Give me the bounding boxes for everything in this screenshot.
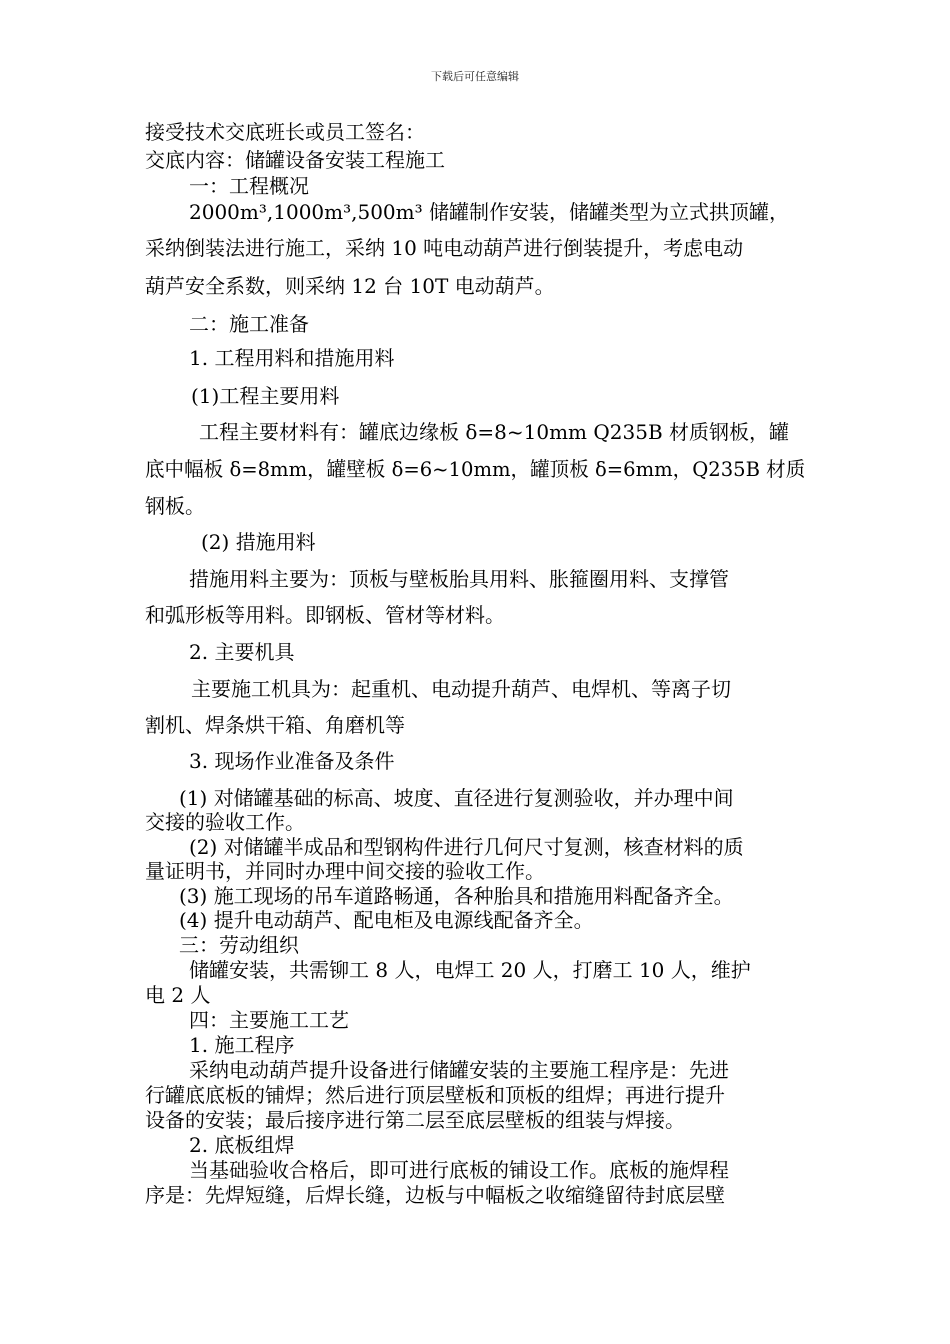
section-heading: 二：施工准备 (189, 312, 309, 336)
text-line: 接受技术交底班长或员工签名： (145, 120, 425, 144)
section-heading: 四：主要施工工艺 (189, 1008, 349, 1032)
text-line: (1) 对储罐基础的标高、坡度、直径进行复测验收，并办理中间 (179, 786, 734, 810)
text-line: 割机、焊条烘干箱、角磨机等 (145, 713, 405, 737)
section-heading: 三：劳动组织 (179, 933, 299, 957)
text-line: 2000m³,1000m³,500m³ 储罐制作安装，储罐类型为立式拱顶罐， (189, 200, 789, 224)
text-line: 采纳电动葫芦提升设备进行储罐安装的主要施工程序是：先进 (189, 1058, 729, 1082)
section-heading: 一：工程概况 (189, 174, 309, 198)
subsection-heading: 2. 底板组焊 (189, 1133, 295, 1157)
text-line: 和弧形板等用料。即钢板、管材等材料。 (145, 603, 505, 627)
text-line: 主要施工机具为：起重机、电动提升葫芦、电焊机、等离子切 (191, 677, 731, 701)
text-line: 设备的安装；最后接序进行第二层至底层壁板的组装与焊接。 (145, 1108, 685, 1132)
text-line: 葫芦安全系数，则采纳 12 台 10T 电动葫芦。 (145, 274, 555, 298)
text-line: 储罐安装，共需铆工 8 人，电焊工 20 人，打磨工 10 人，维护 (189, 958, 751, 982)
text-line: 序是：先焊短缝，后焊长缝，边板与中幅板之收缩缝留待封底层壁 (145, 1183, 725, 1207)
text-line: 钢板。 (145, 494, 205, 518)
subsection-heading: (1)工程主要用料 (191, 384, 340, 408)
text-line: 电 2 人 (145, 983, 211, 1007)
page-header: 下载后可任意编辑 (431, 70, 519, 83)
text-line: 量证明书，并同时办理中间交接的验收工作。 (145, 859, 545, 883)
text-line: 行罐底底板的铺焊；然后进行顶层壁板和顶板的组焊；再进行提升 (145, 1083, 725, 1107)
text-line: 底中幅板 δ=8mm，罐壁板 δ=6~10mm，罐顶板 δ=6mm，Q235B 材质 (145, 457, 806, 481)
text-line: 措施用料主要为：顶板与壁板胎具用料、胀箍圈用料、支撑管 (189, 567, 729, 591)
text-line: 采纳倒装法进行施工，采纳 10 吨电动葫芦进行倒装提升，考虑电动 (145, 236, 744, 260)
subsection-heading: 2. 主要机具 (189, 640, 295, 664)
text-line: 交底内容：储罐设备安装工程施工 (145, 148, 445, 172)
text-line: (4) 提升电动葫芦、配电柜及电源线配备齐全。 (179, 908, 594, 932)
subsection-heading: 3. 现场作业准备及条件 (189, 749, 395, 773)
text-line: 工程主要材料有：罐底边缘板 δ=8~10mm Q235B 材质钢板，罐 (199, 420, 789, 444)
text-line: (2) 对储罐半成品和型钢构件进行几何尺寸复测，核查材料的质 (189, 835, 744, 859)
text-line: 当基础验收合格后，即可进行底板的铺设工作。底板的施焊程 (189, 1158, 729, 1182)
text-line: (3) 施工现场的吊车道路畅通，各种胎具和措施用料配备齐全。 (179, 884, 734, 908)
subsection-heading: 1. 工程用料和措施用料 (189, 346, 395, 370)
subsection-heading: 1. 施工程序 (189, 1033, 295, 1057)
subsection-heading: (2) 措施用料 (201, 530, 316, 554)
text-line: 交接的验收工作。 (145, 810, 305, 834)
